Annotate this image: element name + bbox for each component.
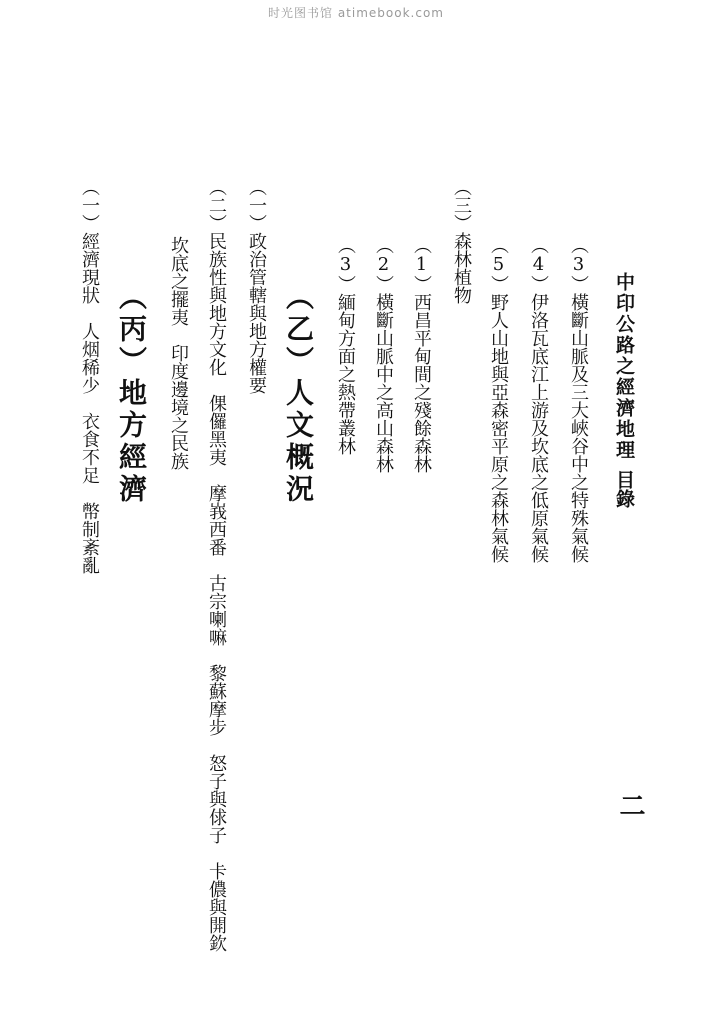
toc-entry: （5）野人山地與亞森密平原之森林氣候: [488, 236, 509, 563]
toc-entry: （3）橫斷山脈及三大峽谷中之特殊氣候: [568, 236, 589, 563]
toc-entry: 坎底之擺夷 印度邊境之民族: [168, 236, 189, 470]
toc-part-heading: （丙）地方經濟: [115, 282, 148, 506]
page-number: 二: [615, 792, 645, 818]
toc-section-heading: （三）森林植物: [451, 178, 472, 304]
toc-heading: 目錄: [613, 470, 635, 508]
book-title: 中印公路之經濟地理: [613, 272, 635, 461]
toc-entry: （2）橫斷山脈中之高山森林: [373, 236, 394, 473]
toc-part-heading: （乙）人文概況: [282, 282, 315, 506]
toc-section-heading: （二）民族性與地方文化 倮儸黑夷 摩峩西番 古宗喇嘛 黎蘇摩步 怒子與俅子 卡儂與開欽: [206, 178, 227, 952]
toc-section-heading: （一）經濟現狀 人烟稀少 衣食不足 幣制紊亂: [79, 178, 100, 574]
toc-entry: （1）西昌平甸間之殘餘森林: [411, 236, 432, 473]
watermark: 时光图书馆 atimebook.com: [268, 6, 444, 20]
toc-entry: （3）緬甸方面之熱帶叢林: [335, 236, 356, 455]
toc-section-heading: （一）政治管轄與地方權要: [246, 178, 267, 394]
toc-entry: （4）伊洛瓦底江上游及坎底之低原氣候: [528, 236, 549, 563]
